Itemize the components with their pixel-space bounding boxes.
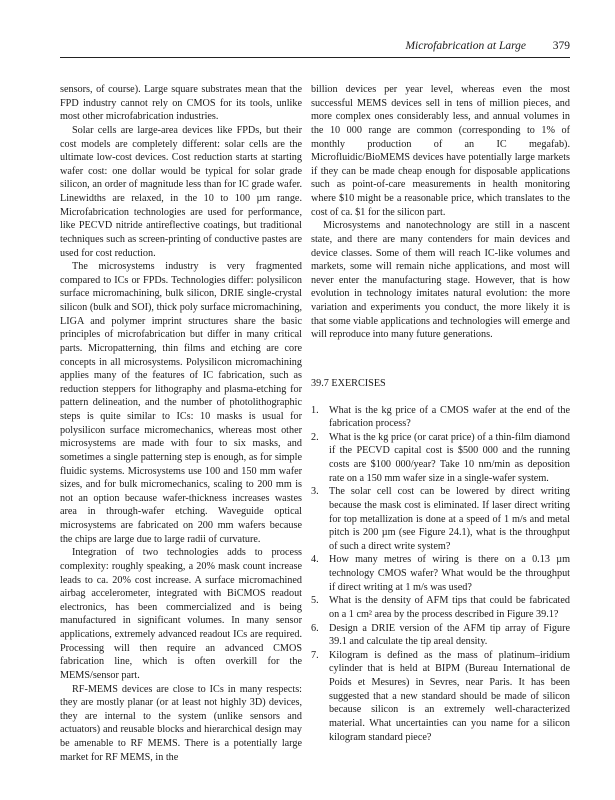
paragraph: Solar cells are large-area devices like FPDs, but their cost models are completely different: solar cells are the ultimate low-cost devices. Cost reduction starts at starting wafer cost: one dollar would be typical for solar grade silicon, an order of magnitude less than for IC grade wafer. Linewidths are relaxed, in the 10 to 100 µm range. Microfabrication technologies are used for performance, like PECVD nitride antireflective coatings, but traditional techniques such as screen-printing of conductive pastes are used for cost reduction. (60, 124, 302, 259)
exercise-number: 2. (311, 431, 319, 443)
exercise-item (311, 404, 570, 431)
exercise-number: 3. (311, 486, 319, 498)
exercise-list (311, 404, 570, 745)
exercise-text: What is the density of AFM tips that could be fabricated on a 1 cm² area by the process described in Figure 39.1? (329, 595, 570, 620)
exercise-number: 1. (311, 404, 319, 416)
exercise-item (311, 485, 570, 553)
exercise-number: 6. (311, 622, 319, 634)
running-title: Microfabrication at Large (405, 40, 526, 52)
paragraph: billion devices per year level, whereas even the most successful MEMS devices sell in tens of million pieces, and more complex ones considerably less, and annual volumes in the 10 000 range are common (corresponding to 1% of monthly production of an IC megafab). Microfluidic/BioMEMS devices have potentially large markets if they can be made cheap enough for disposable applications such as point-of-care measurements in health monitoring where $10 might be a reasonable price, which translates to the cost of ca. $1 for the silicon part. (311, 84, 570, 218)
exercise-number: 5. (311, 595, 319, 607)
section-heading: 39.7 EXERCISES (311, 377, 386, 389)
running-header (60, 40, 570, 58)
exercise-text: How many metres of wiring is there on a 0.13 µm technology CMOS wafer? What would be the throughput if direct writing at 1 m/s was used? (329, 554, 570, 593)
exercise-item (311, 553, 570, 594)
exercise-text: What is the kg price (or carat price) of a thin-film diamond if the PECVD capital cost is $500 000 and the running costs are $100 000/year? Take 10 nm/min as deposition rate on a 150 mm wafer size in a single-wafer system. (329, 431, 570, 484)
right-column (311, 83, 570, 744)
paragraph: The microsystems industry is very fragmented compared to ICs or FPDs. Technologies differ: polysilicon surface micromachining, bulk silicon, DRIE single-crystal silicon (bulk and SOI), thick poly surface micromachining, LIGA and polymer imprint structures share the basic principles of microfabrication but differ in many critical parts. Micropatterning, thin films and etching are core concepts in all microsystems. Polysilicon micromachining applies many of the features of IC fabrication, such as reduction steppers for lithography and plasma-etching for pattern delineation, and the number of photolithographic steps is quite similar to ICs: 10 masks is usual for polysilicon surface micromechanics, whereas most other microsystems are made with four to six masks, and sometimes a single patterning step is enough, as for simple fluidic systems. Microsystems use 100 and 150 mm wafer sizes, and for bulk micromechanics, scaling to 200 mm is not an option because wafer-thickness increases wastes area in through-wafer etching. Waveguide optical microsystems are fabricated on 200 mm wafers because the chips are large due to large radii of curvature. (60, 261, 302, 545)
exercise-text: Kilogram is defined as the mass of platinum–iridium cylinder that is held at BIPM (Bureau International de Poids et Mesures) in Sevres, near Paris. It has been suggested that a new standard should be made of silicon because silicon is an extremely well-characterized material. What uncertainties can you name for a silicon kilogram standard piece? (329, 649, 570, 743)
exercise-text: What is the kg price of a CMOS wafer at the end of the fabrication process? (329, 404, 570, 430)
exercise-text: The solar cell cost can be lowered by direct writing because the mask cost is eliminated. If laser direct writing for top metallization is done at a speed of 1 m/s and metal pitch is 200 µm (see Figure 24.1), what is the throughput of such a direct write system? (329, 486, 570, 552)
header-rule (60, 57, 570, 58)
exercise-number: 7. (311, 649, 319, 661)
paragraph: Microsystems and nanotechnology are still in a nascent state, and there are many contenders for main devices and device classes. Some of them will reach IC-like volumes and markets, some will remain niche applications, and most will never enter the manufacturing stage. However, that is how evolution in technology imitates natural evolution: the more variation and experiments you conduct, the more likely it is that some viable applications and technologies will emerge and will reproduce into many future generations. (311, 220, 570, 341)
paragraph: sensors, of course). Large square substrates mean that the FPD industry cannot rely on CMOS for its tools, unlike most other microfabrication industries. (60, 84, 302, 123)
paragraph: Integration of two technologies adds to process complexity: roughly speaking, a 20% mask count increase leads to ca. 20% cost increase. A surface micromachined airbag accelerometer, integrated with BiCMOS readout electronics, has been commercialized and is being manufactured in significant volumes. In many sensor applications, extremely advanced readout ICs are required. Processing will then require an advanced CMOS fabrication line, which is often overkill for the MEMS/sensor part. (60, 547, 302, 681)
page-number: 379 (552, 40, 570, 52)
exercise-item (311, 622, 570, 649)
exercise-item (311, 594, 570, 621)
exercise-item (311, 649, 570, 744)
left-column (60, 83, 302, 764)
exercise-number: 4. (311, 554, 319, 566)
exercise-text: Design a DRIE version of the AFM tip array of Figure 39.1 and calculate the tip areal density. (329, 622, 570, 648)
paragraph: RF-MEMS devices are close to ICs in many respects: they are mostly planar (or at least not highly 3D) devices, they are internal to the system (unlike sensors and actuators) and reusable blocks and hierarchical design may be amenable to RF MEMS. There is a potentially large market for RF MEMS, in the (60, 683, 302, 763)
exercise-item (311, 431, 570, 486)
